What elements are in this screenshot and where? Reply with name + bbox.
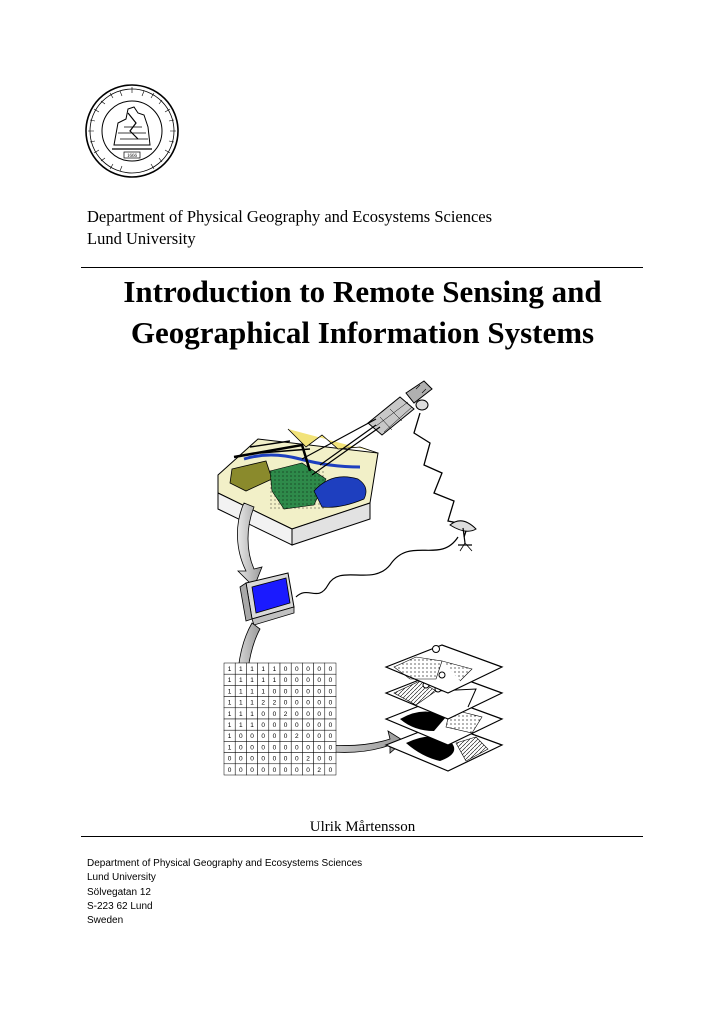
raster-cell-value: 2	[294, 733, 299, 741]
raster-cell-value: 0	[294, 710, 299, 718]
raster-cell-value: 0	[238, 755, 243, 763]
raster-cell-value: 0	[306, 766, 310, 774]
address-street: Sölvegatan 12	[87, 886, 151, 898]
raster-cell-value: 0	[272, 733, 277, 741]
raster-cell-value: 0	[328, 688, 333, 696]
raster-cell-value: 0	[283, 666, 288, 673]
raster-cell-value: 1	[238, 699, 243, 707]
title-line-1: Introduction to Remote Sensing and	[123, 274, 602, 309]
raster-cell-value: 0	[294, 766, 299, 774]
raster-cell-value: 0	[261, 733, 266, 741]
raster-cell-value: 0	[306, 666, 310, 673]
page-title	[0, 271, 725, 353]
raster-cell-value: 1	[227, 733, 232, 741]
vector-layers-icon	[386, 645, 502, 771]
raster-cell-value: 0	[283, 733, 288, 741]
raster-cell-value: 0	[238, 733, 243, 741]
university-name: Lund University	[87, 229, 196, 248]
raster-cell-value: 0	[261, 722, 266, 729]
raster-cell-value: 1	[238, 710, 243, 718]
raster-cell-value: 0	[250, 733, 254, 741]
raster-cell-value: 0	[272, 755, 277, 763]
raster-cell-value: 0	[328, 744, 333, 752]
address-postcode-city: S-223 62 Lund	[87, 900, 153, 912]
raster-cell-value: 1	[272, 666, 277, 673]
raster-cell-value: 1	[261, 666, 266, 673]
raster-cell-value: 1	[227, 688, 232, 696]
raster-cell-value: 2	[283, 710, 288, 718]
raster-cell-value: 0	[283, 722, 288, 729]
title-top-rule	[81, 267, 643, 268]
raster-cell-value: 1	[227, 710, 232, 718]
raster-cell-value: 0	[294, 755, 299, 763]
raster-cell-value: 1	[227, 699, 232, 707]
raster-cell-value: 0	[283, 744, 288, 752]
raster-cell-value: 0	[238, 766, 243, 774]
address-country: Sweden	[87, 915, 124, 927]
raster-cell-value: 0	[306, 733, 310, 741]
raster-cell-value: 0	[283, 755, 288, 763]
raster-cell-value: 2	[306, 755, 310, 763]
address-university: Lund University	[87, 872, 156, 884]
raster-cell-value: 1	[227, 677, 232, 685]
raster-cell-value: 0	[261, 755, 266, 763]
raster-cell-value: 0	[261, 744, 266, 752]
raster-cell-value: 0	[306, 688, 310, 696]
raster-cell-value: 1	[250, 699, 254, 707]
raster-cell-value: 2	[317, 766, 322, 774]
raster-cell-value: 0	[261, 710, 266, 718]
raster-cell-value: 0	[317, 722, 322, 729]
raster-cell-value: 1	[261, 677, 266, 685]
raster-cell-value: 0	[317, 688, 322, 696]
raster-cell-value: 0	[317, 744, 322, 752]
raster-cell-value: 0	[272, 688, 277, 696]
raster-cell-value: 1	[238, 722, 243, 729]
raster-cell-value: 0	[328, 766, 333, 774]
department-header	[87, 206, 492, 250]
raster-cell-value: 0	[283, 677, 288, 685]
raster-cell-value: 0	[283, 688, 288, 696]
raster-cell-value: 0	[294, 744, 299, 752]
raster-cell-value: 0	[294, 722, 299, 729]
raster-cell-value: 0	[328, 722, 333, 729]
address-block	[87, 857, 362, 928]
raster-cell-value: 0	[294, 677, 299, 685]
raster-cell-value: 0	[261, 766, 266, 774]
raster-cell-value: 0	[227, 766, 232, 774]
raster-cell-value: 0	[250, 766, 254, 774]
raster-cell-value: 0	[328, 733, 333, 741]
raster-cell-value: 0	[272, 710, 277, 718]
raster-cell-value: 0	[317, 733, 322, 741]
raster-cell-value: 0	[238, 744, 243, 752]
raster-cell-value: 1	[250, 677, 254, 685]
raster-cell-value: 0	[317, 677, 322, 685]
raster-cell-value: 0	[250, 744, 254, 752]
raster-cell-value: 0	[306, 722, 310, 729]
raster-cell-value: 0	[306, 710, 310, 718]
raster-cell-value: 0	[283, 699, 288, 707]
ground-station-dish-icon	[450, 521, 476, 551]
raster-cell-value: 0	[250, 755, 254, 763]
raster-cell-value: 1	[250, 688, 254, 696]
raster-cell-value: 0	[306, 744, 310, 752]
raster-cell-value: 1	[238, 677, 243, 685]
raster-cell-value: 0	[328, 666, 333, 673]
raster-grid	[224, 663, 336, 775]
raster-cell-value: 0	[227, 755, 232, 763]
author-name: Ulrik Mårtensson	[309, 819, 416, 835]
raster-cell-value: 0	[317, 699, 322, 707]
raster-cell-value: 1	[250, 666, 254, 673]
raster-cell-value: 0	[272, 766, 277, 774]
raster-cell-value: 1	[261, 688, 266, 696]
raster-cell-value: 0	[306, 677, 310, 685]
address-department: Department of Physical Geography and Ecosystems Sciences	[87, 858, 363, 869]
raster-cell-value: 2	[272, 699, 277, 707]
raster-cell-value: 2	[261, 699, 266, 707]
raster-cell-value: 1	[238, 666, 243, 673]
raster-cell-value: 1	[272, 677, 277, 685]
raster-cell-value: 0	[294, 688, 299, 696]
raster-cell-value: 0	[294, 666, 299, 673]
seal-year: 1666	[127, 154, 137, 159]
raster-cell-value: 1	[227, 666, 232, 673]
raster-cell-value: 1	[238, 688, 243, 696]
raster-cell-value: 1	[250, 722, 254, 729]
remote-sensing-gis-illustration	[210, 375, 530, 790]
university-seal-icon	[84, 83, 180, 179]
raster-cell-value: 0	[294, 699, 299, 707]
title-line-2: Geographical Information Systems	[130, 315, 595, 350]
raster-cell-value: 0	[317, 666, 322, 673]
raster-cell-value: 0	[306, 699, 310, 707]
raster-cell-value: 0	[328, 677, 333, 685]
raster-cell-value: 0	[328, 710, 333, 718]
raster-cell-value: 0	[272, 722, 277, 729]
raster-cell-value: 0	[283, 766, 288, 774]
raster-cell-value: 0	[328, 699, 333, 707]
department-name: Department of Physical Geography and Ecosystems Sciences	[87, 207, 493, 226]
raster-cell-value: 0	[317, 710, 322, 718]
raster-cell-value: 1	[227, 722, 232, 729]
satellite-icon	[368, 381, 432, 435]
raster-cell-value: 0	[317, 755, 322, 763]
raster-cell-value: 0	[272, 744, 277, 752]
raster-cell-value: 0	[328, 755, 333, 763]
raster-cell-value: 1	[227, 744, 232, 752]
author-bottom-rule	[81, 836, 643, 837]
raster-cell-value: 1	[250, 710, 254, 718]
